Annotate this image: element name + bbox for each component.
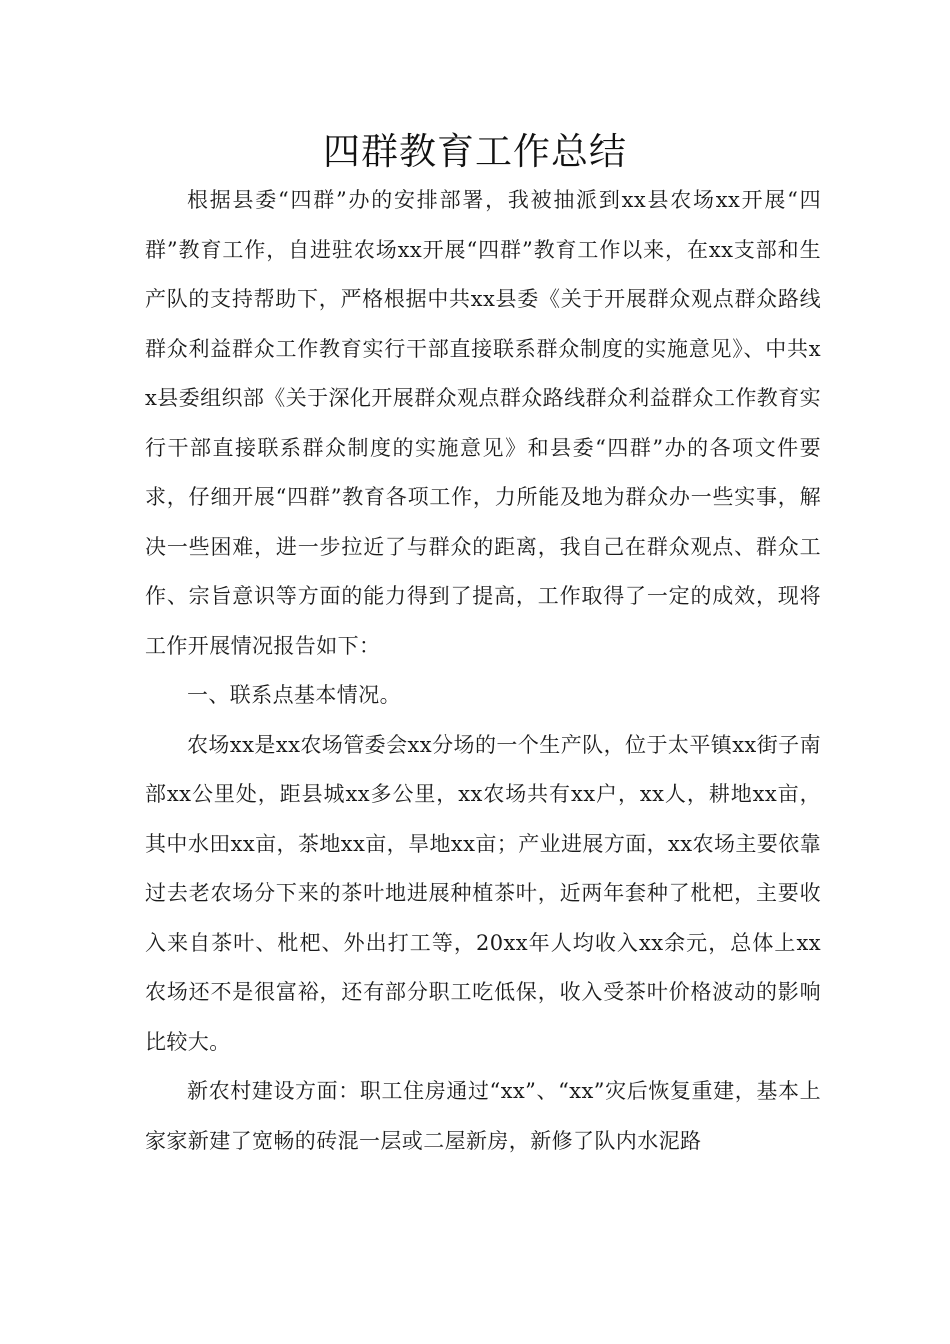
paragraph-new-village-construction: 新农村建设方面：职工住房通过“xx”、“xx”灾后恢复重建，基本上家家新建了宽畅的砖混一层或二屋新房，新修了队内水泥路 bbox=[145, 1079, 821, 1153]
section-heading-contact-point: 一、联系点基本情况。 bbox=[187, 683, 401, 707]
paragraph-farm-overview: 农场xx是xx农场管委会xx分场的一个生产队，位于太平镇xx街子南部xx公里处，距县城xx多公里，xx农场共有xx户，xx人，耕地xx亩，其中水田xx亩，茶地xx亩，旱地xx亩；产业进展方面，xx农场主要依靠过去老农场分下来的茶叶地进展种植茶叶，近两年套种了枇杷，主要收入来自茶叶、枇杷、外出打工等，20xx年人均收入xx余元，总体上xx农场还不是很富裕，还有部分职工吃低保，收入受茶叶价格波动的影响比较大。 bbox=[145, 732, 821, 1054]
paragraph-introduction: 根据县委“四群”办的安排部署，我被抽派到xx县农场xx开展“四群”教育工作，自进驻农场xx开展“四群”教育工作以来，在xx支部和生产队的支持帮助下，严格根据中共xx县委《关于开展群众观点群众路线群众利益群众工作教育实行干部直接联系群众制度的实施意见》、中共xx县委组织部《关于深化开展群众观点群众路线群众利益群众工作教育实行干部直接联系群众制度的实施意见》和县委“四群”办的各项文件要求，仔细开展“四群”教育各项工作，力所能及地为群众办一些实事，解决一些困难，进一步拉近了与群众的距离，我自己在群众观点、群众工作、宗旨意识等方面的能力得到了提高，工作取得了一定的成效，现将工作开展情况报告如下： bbox=[145, 188, 821, 658]
document-body bbox=[145, 176, 821, 1166]
document-title: 四群教育工作总结 bbox=[323, 130, 627, 173]
